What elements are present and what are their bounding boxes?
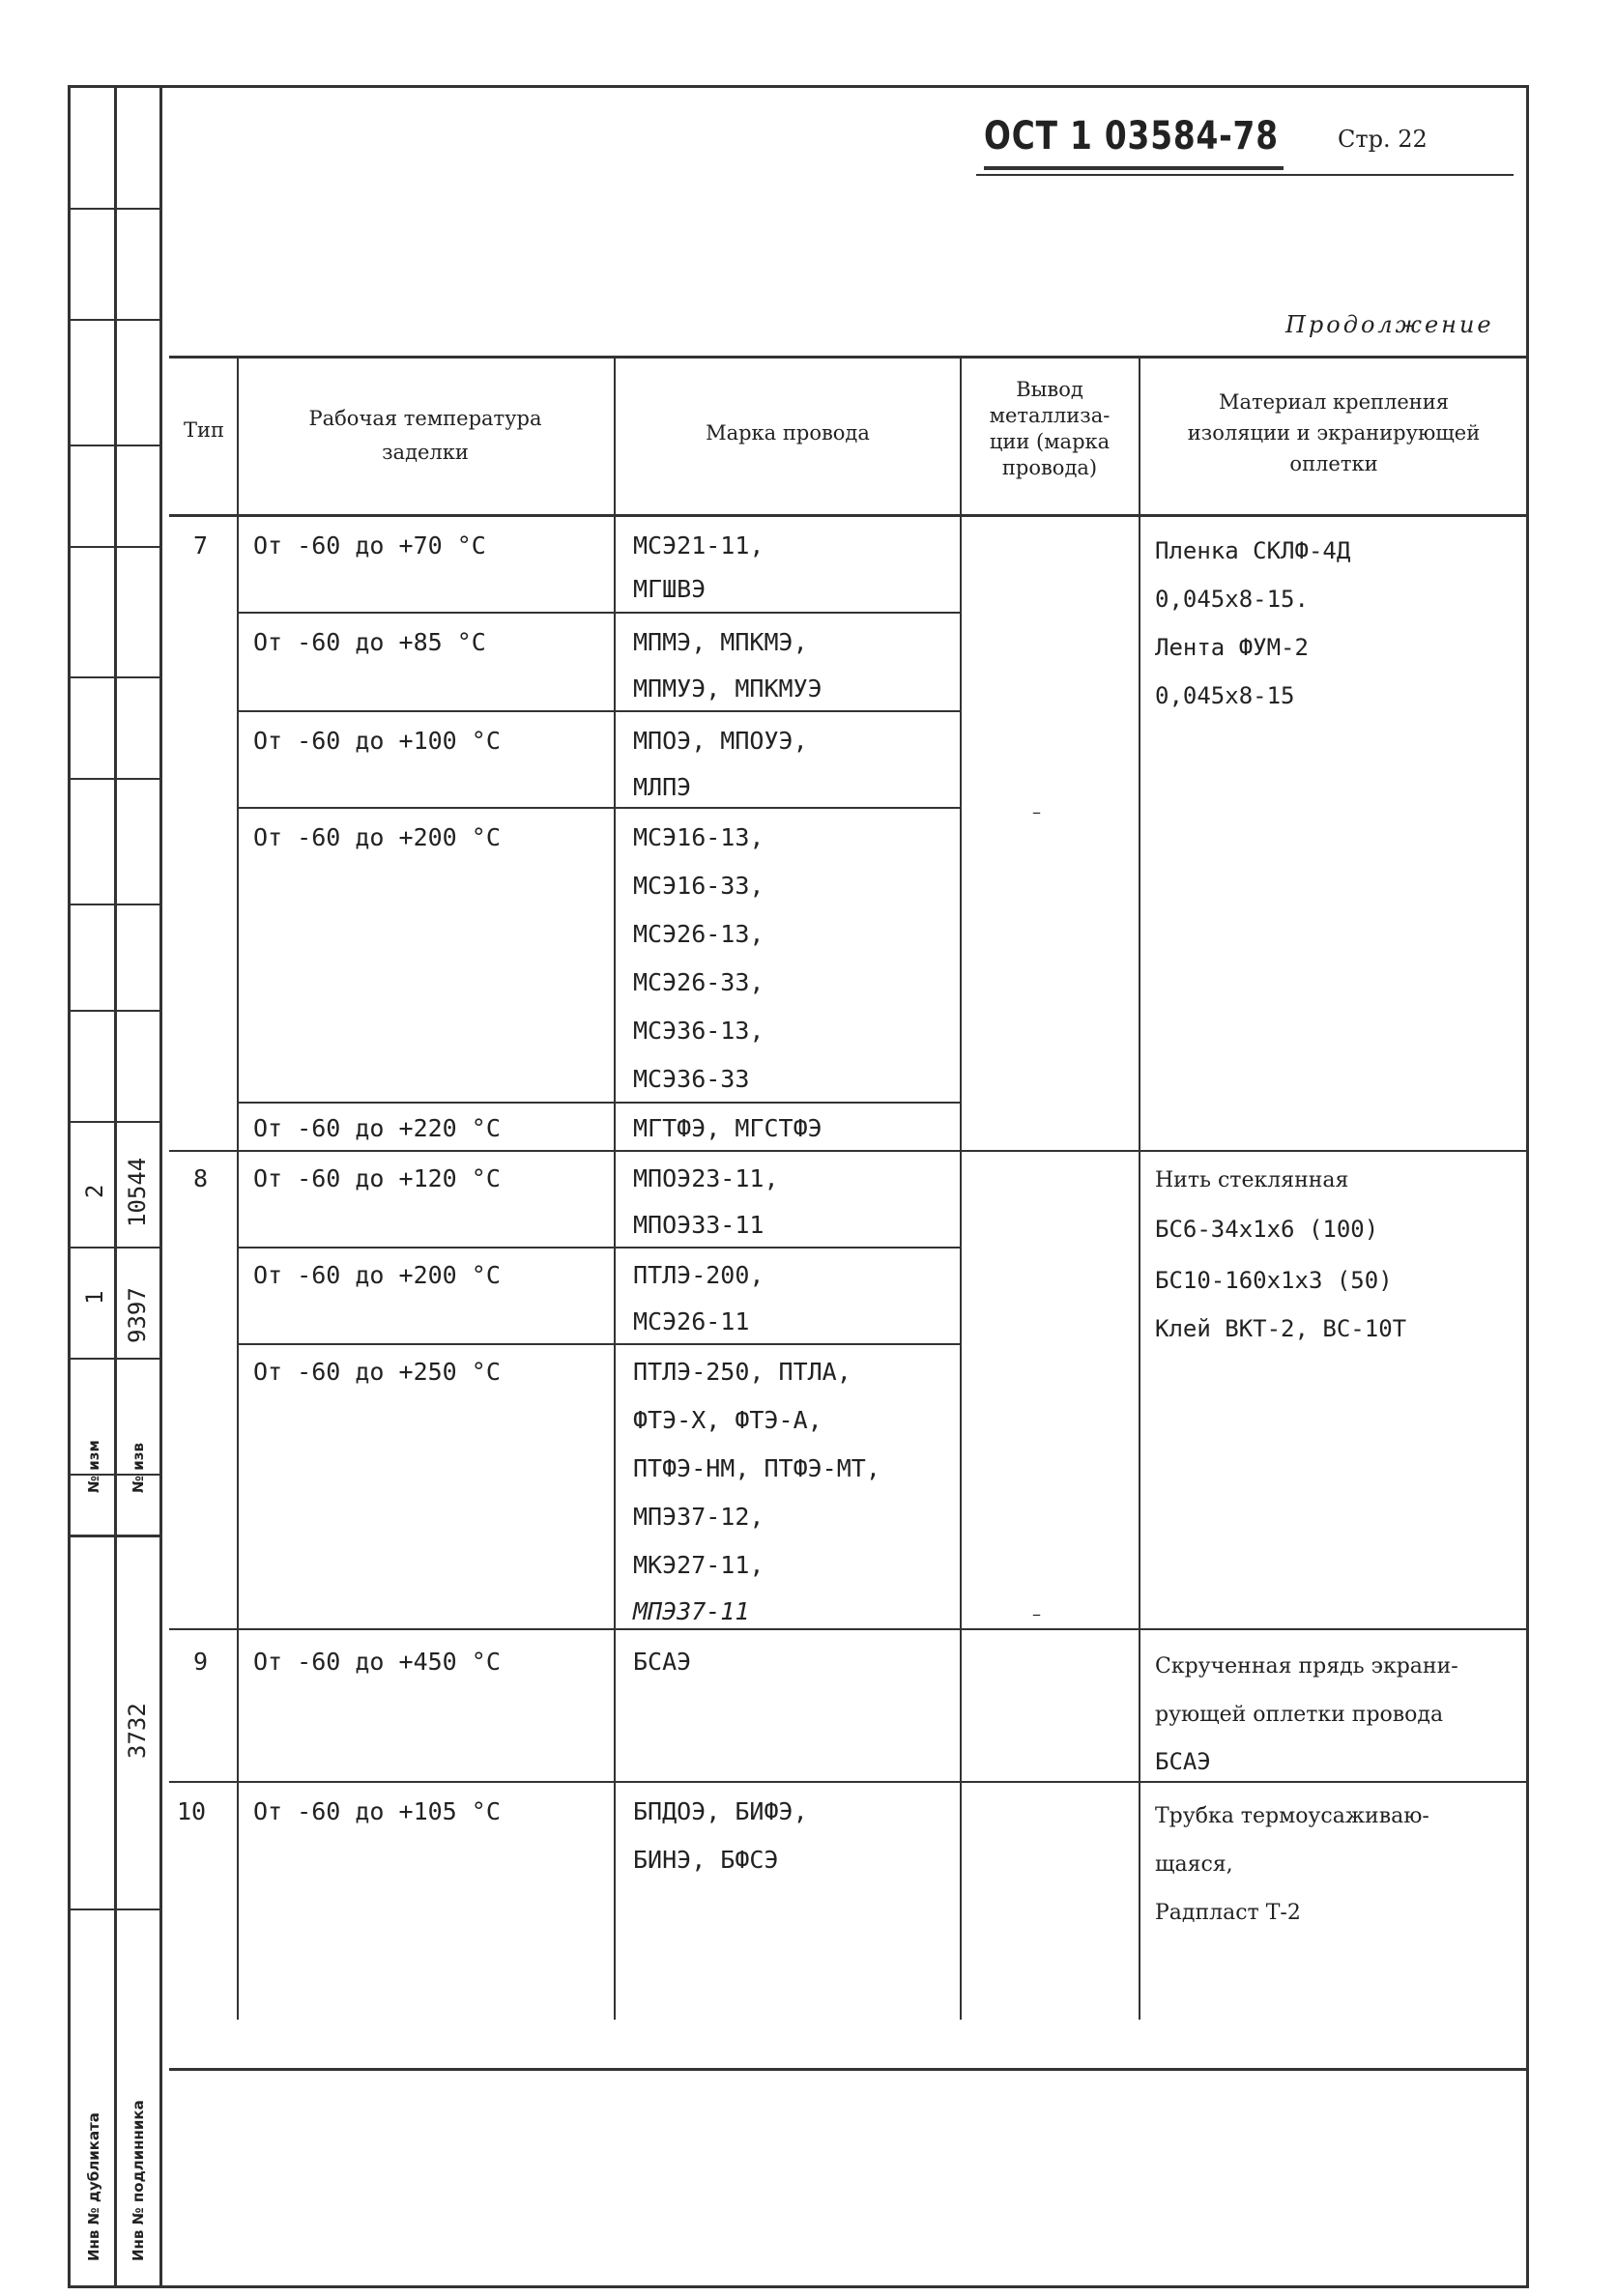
wire-7a-2: МГШВЭ [633,575,707,603]
col-met-4: провода) [1001,456,1098,479]
wire-8c-2: ФТЭ-Х, ФТЭ-А, [633,1406,822,1434]
wire-7d-3: МСЭ26-13, [633,920,765,948]
type-8: 8 [193,1164,209,1192]
izv-label: № изв [130,1443,147,1493]
wire-8a-2: МПОЭ33-11 [633,1211,765,1239]
met-dash-7: – [1032,802,1041,822]
col-temp-2: заделки [382,441,469,464]
temp-8a: От -60 до +120 °С [253,1164,501,1192]
temp-7d: От -60 до +200 °С [253,823,501,851]
table-header-border [169,514,1527,517]
izv-1: 9397 [124,1287,151,1343]
wire-7d-5: МСЭ36-13, [633,1017,765,1045]
izm-2: 2 [81,1184,108,1198]
mat-9-1: Скрученная прядь экрани- [1155,1654,1458,1679]
wire-7e: МГТФЭ, МГСТФЭ [633,1114,822,1142]
continued-label: Продолжение [1285,311,1494,338]
temp-7c: От -60 до +100 °С [253,727,501,755]
wire-8c-4: МПЭ37-12, [633,1503,765,1531]
table-top-border [169,356,1527,359]
wire-8a-1: МПОЭ23-11, [633,1164,779,1192]
temp-7b: От -60 до +85 °С [253,628,486,656]
wire-8c-6: МПЭ37-11 [633,1597,750,1625]
met-dash-8: – [1032,1604,1041,1624]
temp-8b: От -60 до +200 °С [253,1261,501,1289]
type-7: 7 [193,531,209,560]
wire-8b-1: ПТЛЭ-200, [633,1261,765,1289]
wire-8b-2: МСЭ26-11 [633,1307,750,1335]
mat-8-4: Клей ВКТ-2, ВС-10Т [1155,1315,1407,1342]
mat-8-2: БС6-34х1х6 (100) [1155,1216,1379,1243]
mat-7-2: 0,045х8-15. [1155,586,1309,613]
table-bottom-border [169,2068,1527,2071]
temp-7e: От -60 до +220 °С [253,1114,501,1142]
mat-9-3: БСАЭ [1155,1748,1211,1775]
izm-1: 1 [81,1290,108,1305]
izm-label: № изм [85,1440,102,1493]
page-number: Стр. 22 [1338,126,1428,153]
type-10: 10 [177,1797,207,1825]
sidebar-divider [159,85,162,2288]
col-type: Тип [184,418,224,442]
doc-code-underline [984,166,1284,170]
temp-7a: От -60 до +70 °С [253,531,486,560]
temp-10: От -60 до +105 °С [253,1797,501,1825]
mat-10-1: Трубка термоусаживаю- [1155,1804,1429,1828]
wire-7b-1: МПМЭ, МПКМЭ, [633,628,808,656]
wire-10-2: БИНЭ, БФСЭ [633,1846,779,1874]
wire-9: БСАЭ [633,1648,692,1676]
mat-10-3: Радпласт Т-2 [1155,1901,1301,1925]
temp-9: От -60 до +450 °С [253,1648,501,1676]
temp-8c: От -60 до +250 °С [253,1358,501,1386]
wire-8c-3: ПТФЭ-НМ, ПТФЭ-МТ, [633,1454,880,1482]
orig-label: Инв № подлинника [130,2100,147,2261]
col-mat-1: Материал крепления [1218,390,1450,414]
mat-9-2: рующей оплетки провода [1155,1703,1444,1727]
wire-7c-2: МЛПЭ [633,773,692,801]
izv-2: 10544 [124,1157,151,1227]
wire-7c-1: МПОЭ, МПОУЭ, [633,727,808,755]
col-wire: Марка провода [706,421,870,445]
wire-7a-1: МСЭ21-11, [633,531,765,560]
mat-8-3: БС10-160х1х3 (50) [1155,1267,1393,1294]
sidebar-divider [114,85,117,2288]
wire-8c-1: ПТЛЭ-250, ПТЛА, [633,1358,851,1386]
mat-10-2: щаяся, [1155,1852,1233,1877]
col-met-3: ции (марка [989,430,1111,453]
wire-7d-4: МСЭ26-33, [633,968,765,996]
mat-8-1: Нить стеклянная [1155,1168,1349,1192]
col-met-1: Вывод [1016,378,1083,401]
dup-label: Инв № дубликата [85,2112,102,2261]
wire-7b-2: МПМУЭ, МПКМУЭ [633,674,822,703]
wire-7d-6: МСЭ36-33 [633,1065,750,1093]
col-mat-3: оплетки [1289,452,1378,475]
col-mat-2: изоляции и экранирующей [1187,421,1481,445]
mat-7-3: Лента ФУМ-2 [1155,634,1309,661]
col-met-2: металлиза- [989,404,1111,427]
type-9: 9 [193,1648,209,1676]
wire-8c-5: МКЭ27-11, [633,1551,765,1579]
wire-10-1: БПДОЭ, БИФЭ, [633,1797,808,1825]
col-temp-1: Рабочая температура [308,407,542,430]
wire-7d-2: МСЭ16-33, [633,872,765,900]
mat-7-1: Пленка СКЛФ-4Д [1155,537,1351,564]
wire-7d-1: МСЭ16-13, [633,823,765,851]
doc-code: ОСТ 1 03584-78 [984,114,1279,158]
mat-7-4: 0,045х8-15 [1155,682,1295,709]
orig-num: 3732 [124,1703,151,1759]
